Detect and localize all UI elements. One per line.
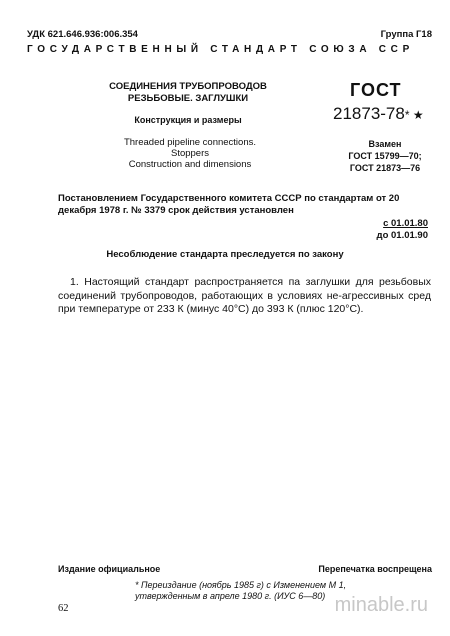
replaces-label: Взамен: [368, 139, 402, 149]
title-en-line-3: Construction and dimensions: [128, 159, 252, 170]
legal-warning: Несоблюдение стандарта преследуется по закону: [106, 249, 344, 260]
footnote-line-2: утвержденным в апреле 1980 г. (ИУС 6—80): [135, 591, 326, 601]
udk-code: УДК 621.646.936:006.354: [27, 29, 138, 40]
page-number: 62: [58, 603, 69, 614]
scope-paragraph: 1. Настоящий стандарт распространяется па заглушки для резьбовых соединений трубопроводов, работающих в условиях не-агрессивных сред при температуре от 233 К (минус 40°С) до 393 К (плюс 120°С).: [58, 276, 431, 315]
decree-text: Постановлением Государственного комитета СССР по стандартам от 20 декабря 1978 г. № 3379 срок действия установлен: [58, 193, 400, 216]
replaces-block: [340, 138, 430, 174]
reissue-footnote: [135, 580, 355, 602]
official-edition-label: Издание официальное: [58, 564, 161, 574]
group-code: Группа Г18: [380, 29, 432, 40]
document-title-ru: СОЕДИНЕНИЯ ТРУБОПРОВОДОВ РЕЗЬБОВЫЕ. ЗАГЛУШКИ: [109, 81, 267, 104]
document-subtitle-ru: Конструкция и размеры: [134, 115, 242, 125]
footnote-line-1: * Переиздание (ноябрь 1985 г) с Изменением М 1,: [135, 580, 347, 590]
title-en-line-1: Threaded pipeline connections.: [123, 137, 257, 148]
site-watermark: minable.ru: [334, 594, 428, 616]
effective-date-to: до 01.01.90: [376, 230, 428, 241]
title-en-line-2: Stoppers: [170, 148, 210, 159]
reprint-prohibited-label: Перепечатка воспрещена: [318, 564, 432, 574]
standard-banner: ГОСУДАРСТВЕННЫЙ СТАНДАРТ СОЮЗА ССР: [27, 44, 414, 55]
effective-date-from: с 01.01.80: [383, 218, 428, 229]
gost-number: 21873-78: [333, 104, 405, 123]
gost-number-line: [333, 104, 424, 124]
replaces-standard-1: ГОСТ 15799—70;: [348, 151, 422, 161]
gost-star-marks: * ★: [404, 108, 424, 122]
document-title-en: [90, 137, 290, 170]
replaces-standard-2: ГОСТ 21873—76: [349, 163, 421, 173]
gost-label: ГОСТ: [350, 80, 402, 100]
